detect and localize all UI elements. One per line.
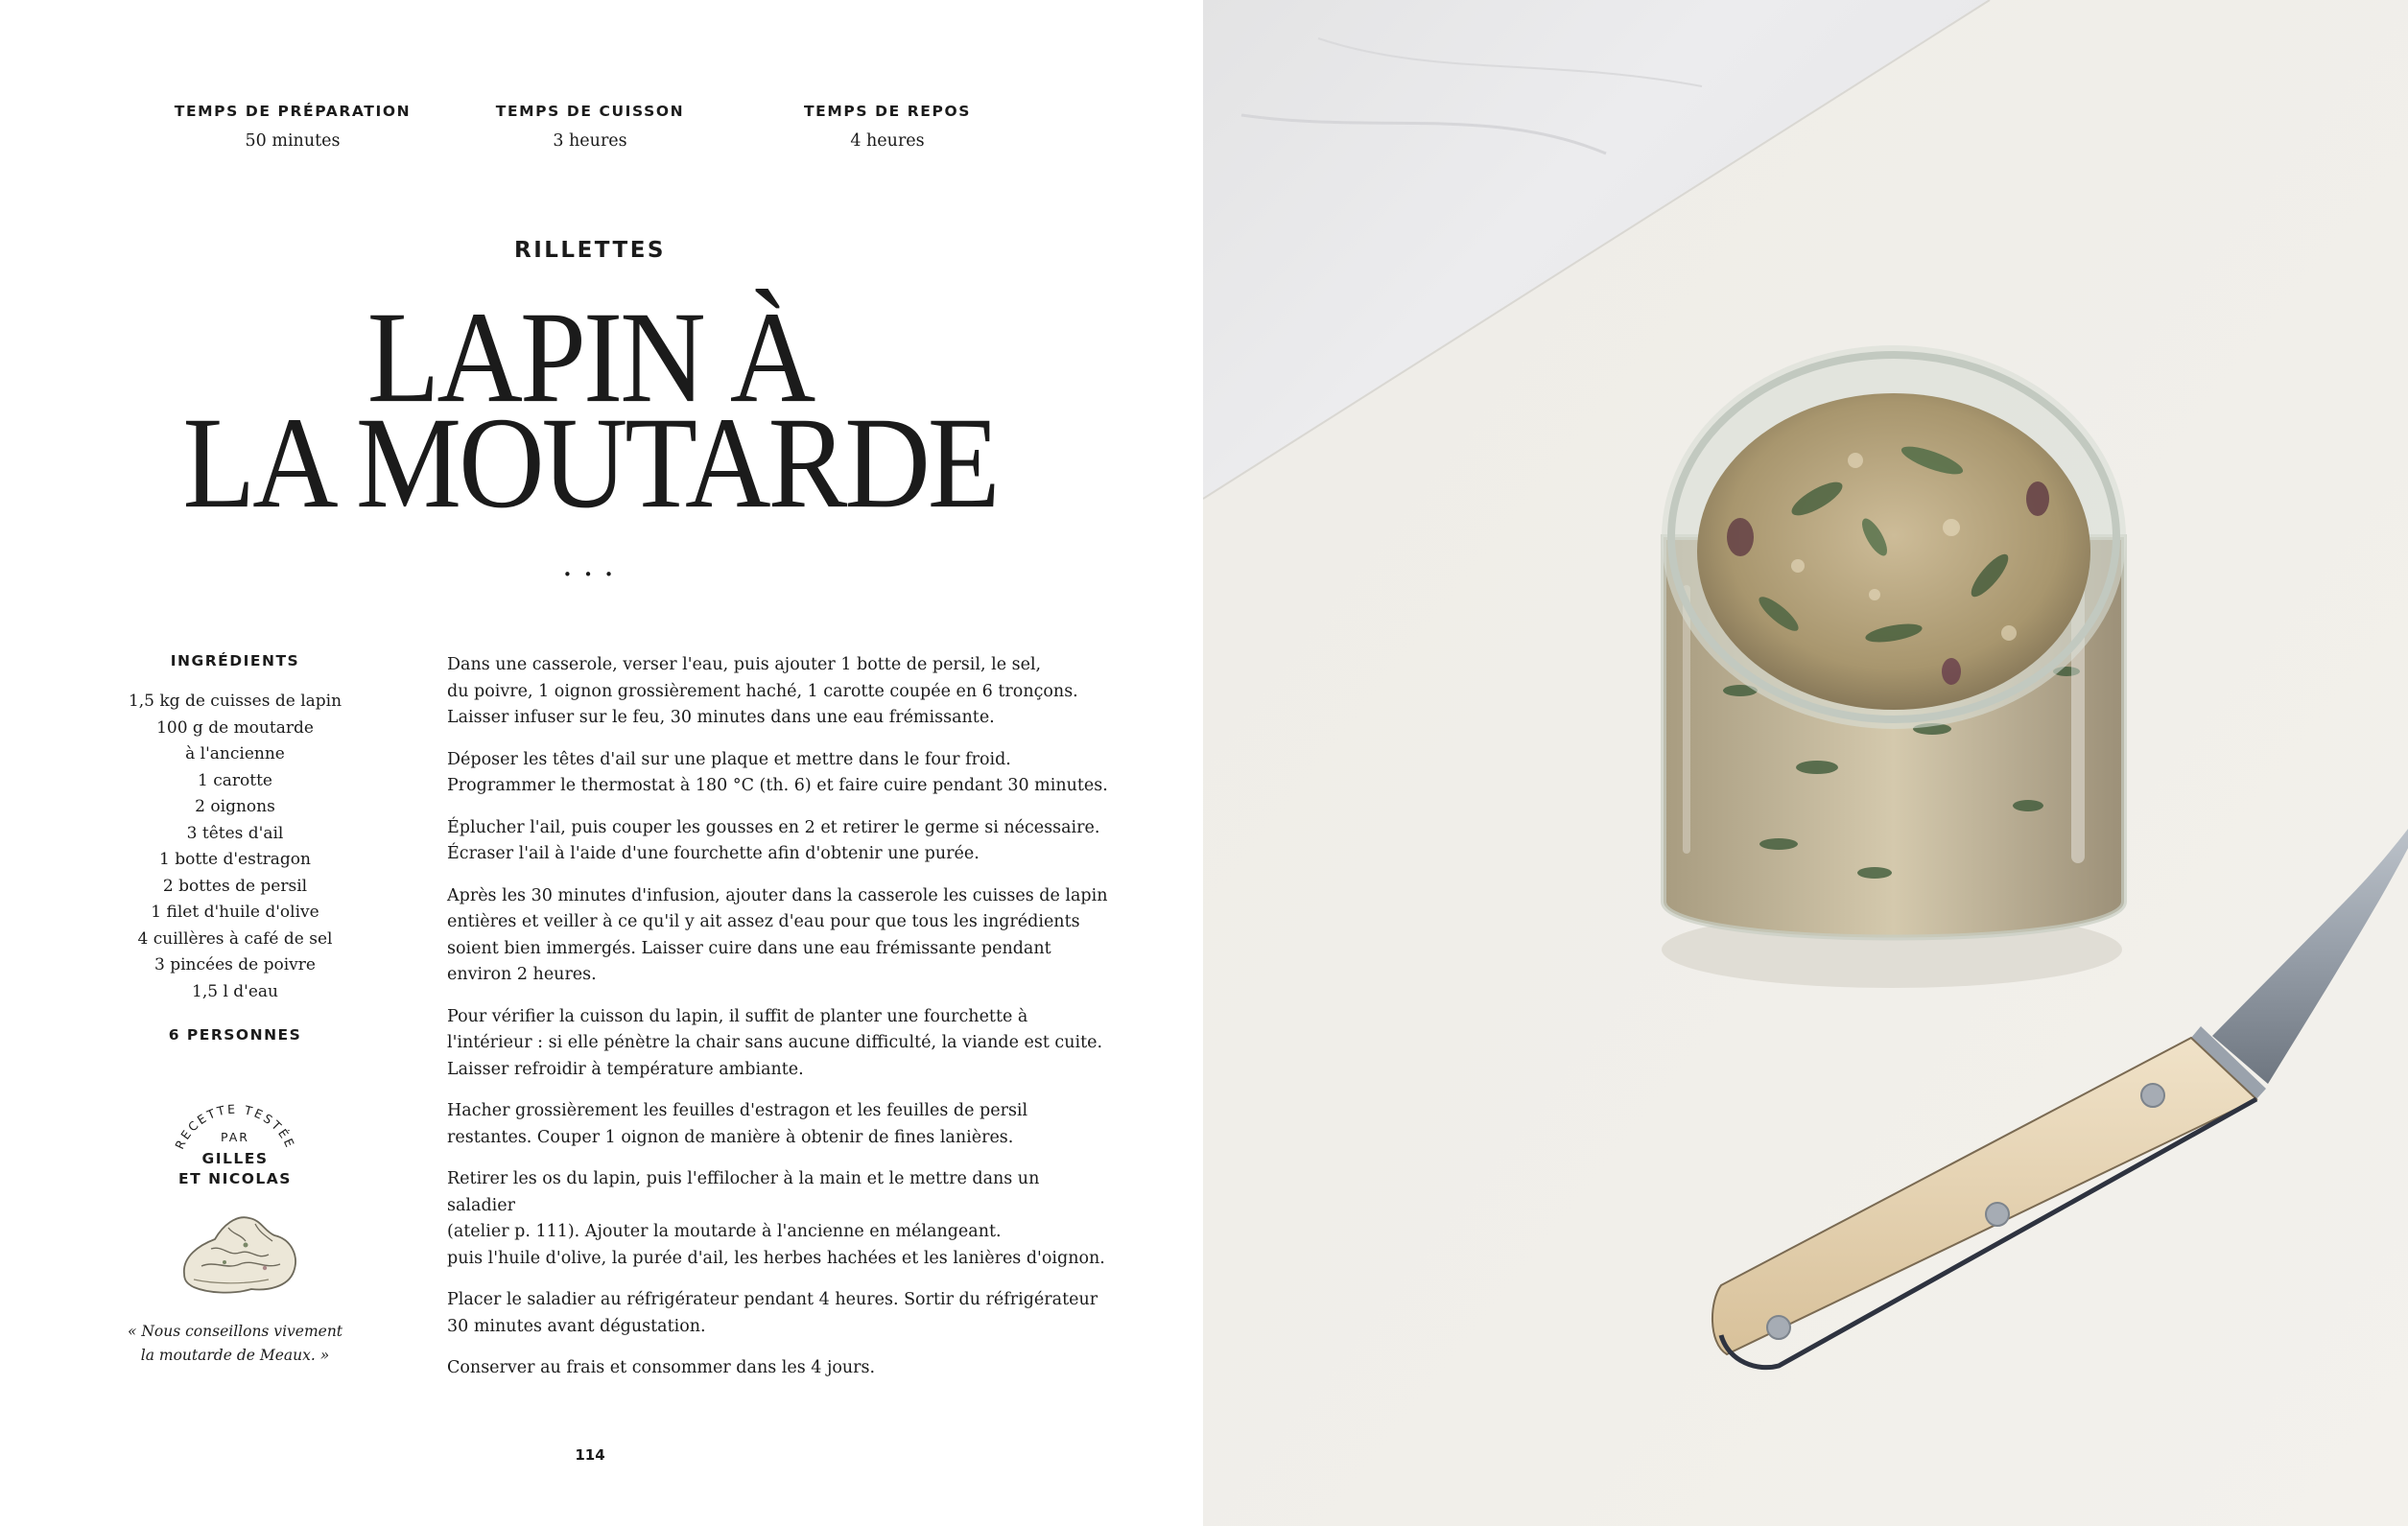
ingredient-item: 1 filet d'huile d'olive <box>151 903 319 922</box>
ingredient-item: 1,5 kg de cuisses de lapin <box>128 692 342 711</box>
step-line: entières et veiller à ce qu'il y ait assez d'eau pour que tous les ingrédients <box>447 912 1080 931</box>
step-line: Écraser l'ail à l'aide d'une fourchette afin d'obtenir une purée. <box>447 844 980 863</box>
cook-time-value: 3 heures <box>553 131 627 151</box>
recipe-steps <box>447 652 1109 1397</box>
step-line: Programmer le thermostat à 180 °C (th. 6) et faire cuire pendant 30 minutes. <box>447 776 1108 795</box>
cook-time-label: TEMPS DE CUISSON <box>495 103 685 120</box>
cook-time <box>437 103 744 151</box>
stamp-bottom-text: PAR <box>221 1130 249 1144</box>
ingredient-item: 4 cuillères à café de sel <box>137 928 333 949</box>
step-paragraph <box>447 883 1109 989</box>
recipe-title <box>0 285 1180 535</box>
ornament-divider: • • • <box>562 566 618 583</box>
recipe-title-line2: LA MOUTARDE <box>182 390 998 535</box>
step-paragraph <box>447 1098 1109 1151</box>
step-paragraph <box>447 1355 1109 1382</box>
ingredient-item: 1 botte d'estragon <box>159 850 311 869</box>
step-line: 30 minutes avant dégustation. <box>447 1316 706 1336</box>
step-line: Retirer les os du lapin, puis l'effilocher à la main et le mettre dans un saladier <box>447 1169 1040 1215</box>
step-line: du poivre, 1 oignon grossièrement haché, 1 carotte coupée en 6 tronçons. <box>447 681 1078 701</box>
step-line: Dans une casserole, verser l'eau, puis ajouter 1 botte de persil, le sel, <box>447 655 1042 674</box>
prep-time-label: TEMPS DE PRÉPARATION <box>174 103 412 120</box>
page-number: 114 <box>575 1446 605 1464</box>
ingredient-item: 3 têtes d'ail <box>186 823 284 843</box>
prep-time-value: 50 minutes <box>245 131 341 151</box>
tested-by <box>144 1149 326 1189</box>
step-paragraph <box>447 1287 1109 1340</box>
step-line: Après les 30 minutes d'infusion, ajouter dans la casserole les cuisses de lapin <box>447 885 1108 905</box>
rest-time <box>734 103 1041 151</box>
step-line: soient bien immergés. Laisser cuire dans une eau frémissante pendant <box>447 938 1051 958</box>
chef-quote <box>115 1320 355 1368</box>
tester-names-line2: ET NICOLAS <box>178 1170 292 1187</box>
quote-line2: la moutarde de Meaux. » <box>140 1347 330 1364</box>
step-paragraph <box>447 815 1109 868</box>
recipe-page <box>0 0 1203 1526</box>
ingredients-heading: INGRÉDIENTS <box>170 652 300 669</box>
recipe-title-line1: LAPIN À <box>366 285 814 430</box>
rabbit-illustration <box>173 1207 307 1303</box>
ingredients-list <box>120 652 350 1044</box>
step-line: Laisser infuser sur le feu, 30 minutes dans une eau frémissante. <box>447 708 995 727</box>
step-paragraph <box>447 747 1109 800</box>
step-line: puis l'huile d'olive, la purée d'ail, les herbes hachées et les lanières d'oignon. <box>447 1248 1105 1268</box>
ingredient-item: 2 oignons <box>195 797 275 816</box>
step-line: Pour vérifier la cuisson du lapin, il suffit de planter une fourchette à <box>447 1006 1028 1026</box>
ingredient-item: 100 g de moutarde <box>156 717 314 738</box>
prep-time <box>139 103 446 151</box>
step-line: Placer le saladier au réfrigérateur pendant 4 heures. Sortir du réfrigérateur <box>447 1290 1098 1309</box>
tester-names-line1: GILLES <box>201 1150 269 1167</box>
servings: 6 PERSONNES <box>168 1026 302 1044</box>
recipe-category: RILLETTES <box>514 238 666 263</box>
step-line: restantes. Couper 1 oignon de manière à obtenir de fines lanières. <box>447 1127 1014 1147</box>
photo-page <box>1203 0 2408 1526</box>
rest-time-label: TEMPS DE REPOS <box>804 103 971 120</box>
step-line: Hacher grossièrement les feuilles d'estragon et les feuilles de persil <box>447 1101 1028 1120</box>
ingredient-item: 1 carotte <box>198 770 272 790</box>
step-line: environ 2 heures. <box>447 965 597 984</box>
step-paragraph <box>447 1166 1109 1272</box>
step-line: l'intérieur : si elle pénètre la chair sans aucune difficulté, la viande est cuite. <box>447 1033 1103 1052</box>
step-line: Conserver au frais et consommer dans les 4 jours. <box>447 1358 876 1377</box>
rillettes-jar-photo <box>1203 0 2408 1526</box>
step-paragraph <box>447 1004 1109 1084</box>
step-line: Laisser refroidir à température ambiante. <box>447 1059 804 1079</box>
ingredient-item: à l'ancienne <box>185 744 285 763</box>
rest-time-value: 4 heures <box>850 131 925 151</box>
stamp-top-text: RECETTE TESTÉE <box>172 1101 298 1152</box>
step-paragraph <box>447 652 1109 732</box>
step-line: Déposer les têtes d'ail sur une plaque et mettre dans le four froid. <box>447 749 1011 769</box>
ingredient-item: 3 pincées de poivre <box>154 955 316 974</box>
ingredient-item: 2 bottes de persil <box>162 876 308 896</box>
ingredient-item: 1,5 l d'eau <box>192 981 278 1001</box>
quote-line1: « Nous conseillons vivement <box>127 1323 343 1340</box>
step-line: Éplucher l'ail, puis couper les gousses en 2 et retirer le germe si nécessaire. <box>447 817 1100 837</box>
step-line: (atelier p. 111). Ajouter la moutarde à l'ancienne en mélangeant. <box>447 1222 1002 1241</box>
